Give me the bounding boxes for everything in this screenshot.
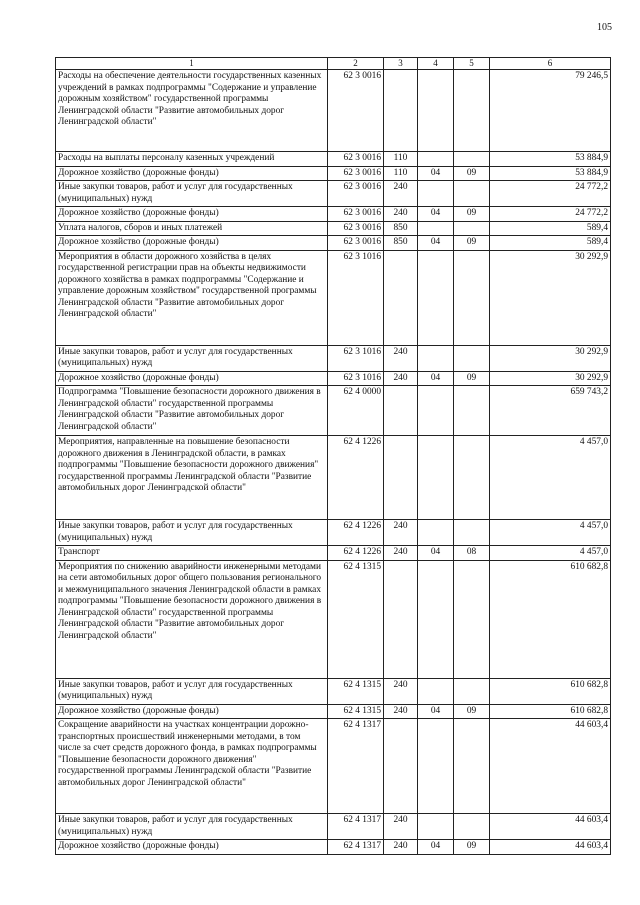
cell-pr xyxy=(454,814,490,840)
table-header-row xyxy=(56,58,611,70)
cell-vr: 240 xyxy=(384,546,418,561)
table-row xyxy=(56,152,611,167)
cell-rz: 04 xyxy=(418,207,454,222)
cell-pr xyxy=(454,70,490,152)
table-row xyxy=(56,236,611,251)
table-row xyxy=(56,840,611,855)
cell-name: Мероприятия по снижению аварийности инженерными методами на сети автомобильных дорог общего пользования регионального и межмуниципального значения Ленинградской области в рамках подпрограммы "Повышение безопасности дорожного движения в Ленинградской области" государственной программы Ленинградской области "Развитие автомобильных дорог Ленинградской области" xyxy=(56,560,328,678)
cell-pr xyxy=(454,181,490,207)
cell-sum: 610 682,8 xyxy=(490,560,611,678)
cell-name: Мероприятия в области дорожного хозяйства в целях государственной регистрации прав на объекты недвижимости дорожного хозяйства в рамках подпрограммы "Содержание и управление дорожным хозяйством" государственной программы Ленинградской области "Развитие автомобильных дорог Ленинградской области" xyxy=(56,250,328,345)
cell-pr xyxy=(454,152,490,167)
cell-sum: 44 603,4 xyxy=(490,814,611,840)
cell-vr: 110 xyxy=(384,166,418,181)
cell-vr: 240 xyxy=(384,520,418,546)
cell-name: Иные закупки товаров, работ и услуг для государственных (муниципальных) нужд xyxy=(56,520,328,546)
cell-pr: 09 xyxy=(454,704,490,719)
header-cell: 3 xyxy=(384,58,418,70)
cell-vr xyxy=(384,70,418,152)
cell-code: 62 4 1317 xyxy=(328,814,384,840)
cell-vr xyxy=(384,560,418,678)
cell-rz: 04 xyxy=(418,704,454,719)
cell-sum: 4 457,0 xyxy=(490,546,611,561)
cell-vr: 240 xyxy=(384,678,418,704)
cell-rz: 04 xyxy=(418,546,454,561)
cell-name: Иные закупки товаров, работ и услуг для государственных (муниципальных) нужд xyxy=(56,181,328,207)
cell-code: 62 4 1317 xyxy=(328,719,384,814)
table-row xyxy=(56,166,611,181)
cell-pr xyxy=(454,386,490,436)
cell-code: 62 3 0016 xyxy=(328,70,384,152)
cell-rz xyxy=(418,386,454,436)
cell-vr: 240 xyxy=(384,371,418,386)
table-row xyxy=(56,719,611,814)
cell-vr: 240 xyxy=(384,345,418,371)
cell-sum: 79 246,5 xyxy=(490,70,611,152)
cell-sum: 610 682,8 xyxy=(490,704,611,719)
table-row xyxy=(56,181,611,207)
cell-code: 62 4 1315 xyxy=(328,704,384,719)
cell-code: 62 3 1016 xyxy=(328,250,384,345)
table-row xyxy=(56,70,611,152)
cell-sum: 4 457,0 xyxy=(490,520,611,546)
cell-rz: 04 xyxy=(418,236,454,251)
cell-code: 62 4 1315 xyxy=(328,678,384,704)
cell-sum: 30 292,9 xyxy=(490,371,611,386)
cell-rz xyxy=(418,719,454,814)
cell-pr: 09 xyxy=(454,207,490,222)
header-cell: 4 xyxy=(418,58,454,70)
cell-name: Дорожное хозяйство (дорожные фонды) xyxy=(56,166,328,181)
table-row xyxy=(56,345,611,371)
cell-vr: 240 xyxy=(384,704,418,719)
cell-sum: 30 292,9 xyxy=(490,250,611,345)
cell-vr xyxy=(384,436,418,520)
cell-pr xyxy=(454,221,490,236)
cell-rz xyxy=(418,250,454,345)
cell-code: 62 3 0016 xyxy=(328,152,384,167)
table-row xyxy=(56,436,611,520)
cell-code: 62 4 1226 xyxy=(328,520,384,546)
cell-pr xyxy=(454,345,490,371)
cell-pr xyxy=(454,560,490,678)
table-row xyxy=(56,221,611,236)
cell-sum: 44 603,4 xyxy=(490,719,611,814)
table-row xyxy=(56,704,611,719)
cell-name: Мероприятия, направленные на повышение безопасности дорожного движения в Ленинградской области, в рамках подпрограммы "Повышение безопасности дорожного движения" государственной программы Ленинградской области "Развитие автомобильных дорог Ленинградской области" xyxy=(56,436,328,520)
cell-vr xyxy=(384,719,418,814)
cell-name: Иные закупки товаров, работ и услуг для государственных (муниципальных) нужд xyxy=(56,814,328,840)
cell-code: 62 3 1016 xyxy=(328,345,384,371)
cell-code: 62 4 1317 xyxy=(328,840,384,855)
cell-pr xyxy=(454,719,490,814)
cell-name: Иные закупки товаров, работ и услуг для государственных (муниципальных) нужд xyxy=(56,345,328,371)
cell-pr xyxy=(454,436,490,520)
cell-vr xyxy=(384,386,418,436)
table-row xyxy=(56,250,611,345)
table-row xyxy=(56,814,611,840)
cell-pr: 09 xyxy=(454,166,490,181)
cell-name: Транспорт xyxy=(56,546,328,561)
cell-vr xyxy=(384,250,418,345)
cell-sum: 589,4 xyxy=(490,221,611,236)
table-row xyxy=(56,678,611,704)
cell-rz xyxy=(418,70,454,152)
cell-rz xyxy=(418,436,454,520)
cell-rz xyxy=(418,152,454,167)
cell-code: 62 3 0016 xyxy=(328,166,384,181)
cell-vr: 240 xyxy=(384,814,418,840)
cell-sum: 610 682,8 xyxy=(490,678,611,704)
table-row xyxy=(56,520,611,546)
cell-name: Дорожное хозяйство (дорожные фонды) xyxy=(56,704,328,719)
cell-pr xyxy=(454,250,490,345)
table-row xyxy=(56,546,611,561)
cell-name: Дорожное хозяйство (дорожные фонды) xyxy=(56,840,328,855)
cell-sum: 659 743,2 xyxy=(490,386,611,436)
cell-sum: 24 772,2 xyxy=(490,181,611,207)
cell-rz: 04 xyxy=(418,840,454,855)
cell-sum: 24 772,2 xyxy=(490,207,611,222)
cell-code: 62 3 0016 xyxy=(328,207,384,222)
cell-vr: 240 xyxy=(384,181,418,207)
cell-code: 62 3 1016 xyxy=(328,371,384,386)
cell-pr: 09 xyxy=(454,371,490,386)
cell-sum: 44 603,4 xyxy=(490,840,611,855)
table-row xyxy=(56,371,611,386)
cell-vr: 110 xyxy=(384,152,418,167)
cell-sum: 30 292,9 xyxy=(490,345,611,371)
header-cell: 5 xyxy=(454,58,490,70)
cell-rz xyxy=(418,221,454,236)
cell-pr: 09 xyxy=(454,840,490,855)
cell-sum: 53 884,9 xyxy=(490,166,611,181)
cell-vr: 240 xyxy=(384,840,418,855)
cell-name: Дорожное хозяйство (дорожные фонды) xyxy=(56,207,328,222)
cell-sum: 53 884,9 xyxy=(490,152,611,167)
cell-vr: 850 xyxy=(384,236,418,251)
cell-pr xyxy=(454,678,490,704)
table-row xyxy=(56,386,611,436)
cell-code: 62 4 0000 xyxy=(328,386,384,436)
cell-name: Дорожное хозяйство (дорожные фонды) xyxy=(56,236,328,251)
cell-pr: 09 xyxy=(454,236,490,251)
cell-name: Уплата налогов, сборов и иных платежей xyxy=(56,221,328,236)
cell-sum: 4 457,0 xyxy=(490,436,611,520)
header-cell: 1 xyxy=(56,58,328,70)
budget-table xyxy=(55,57,611,855)
header-cell: 6 xyxy=(490,58,611,70)
cell-vr: 850 xyxy=(384,221,418,236)
page-number: 105 xyxy=(597,22,612,33)
cell-sum: 589,4 xyxy=(490,236,611,251)
header-cell: 2 xyxy=(328,58,384,70)
cell-name: Иные закупки товаров, работ и услуг для государственных (муниципальных) нужд xyxy=(56,678,328,704)
cell-rz xyxy=(418,181,454,207)
cell-name: Сокращение аварийности на участках концентрации дорожно-транспортных происшествий инженерными методами, в том числе за счет средств дорожного фонда, в рамках подпрограммы "Повышение безопасности дорожного движения" государственной программы Ленинградской области "Развитие автомобильных дорог Ленинградской области" xyxy=(56,719,328,814)
cell-name: Дорожное хозяйство (дорожные фонды) xyxy=(56,371,328,386)
cell-code: 62 4 1226 xyxy=(328,546,384,561)
cell-vr: 240 xyxy=(384,207,418,222)
table-row xyxy=(56,207,611,222)
cell-rz xyxy=(418,520,454,546)
cell-code: 62 4 1315 xyxy=(328,560,384,678)
cell-rz xyxy=(418,560,454,678)
cell-name: Расходы на выплаты персоналу казенных учреждений xyxy=(56,152,328,167)
cell-code: 62 3 0016 xyxy=(328,221,384,236)
cell-name: Подпрограмма "Повышение безопасности дорожного движения в Ленинградской области" государственной программы Ленинградской области "Развитие автомобильных дорог Ленинградской области" xyxy=(56,386,328,436)
table-row xyxy=(56,560,611,678)
cell-rz: 04 xyxy=(418,371,454,386)
cell-rz xyxy=(418,814,454,840)
cell-rz: 04 xyxy=(418,166,454,181)
cell-name: Расходы на обеспечение деятельности государственных казенных учреждений в рамках подпрограммы "Содержание и управление дорожным хозяйством" государственной программы Ленинградской области "Развитие автомобильных дорог Ленинградской области" xyxy=(56,70,328,152)
cell-pr: 08 xyxy=(454,546,490,561)
cell-pr xyxy=(454,520,490,546)
table-body xyxy=(56,70,611,855)
cell-code: 62 3 0016 xyxy=(328,236,384,251)
cell-code: 62 4 1226 xyxy=(328,436,384,520)
cell-rz xyxy=(418,678,454,704)
cell-code: 62 3 0016 xyxy=(328,181,384,207)
cell-rz xyxy=(418,345,454,371)
